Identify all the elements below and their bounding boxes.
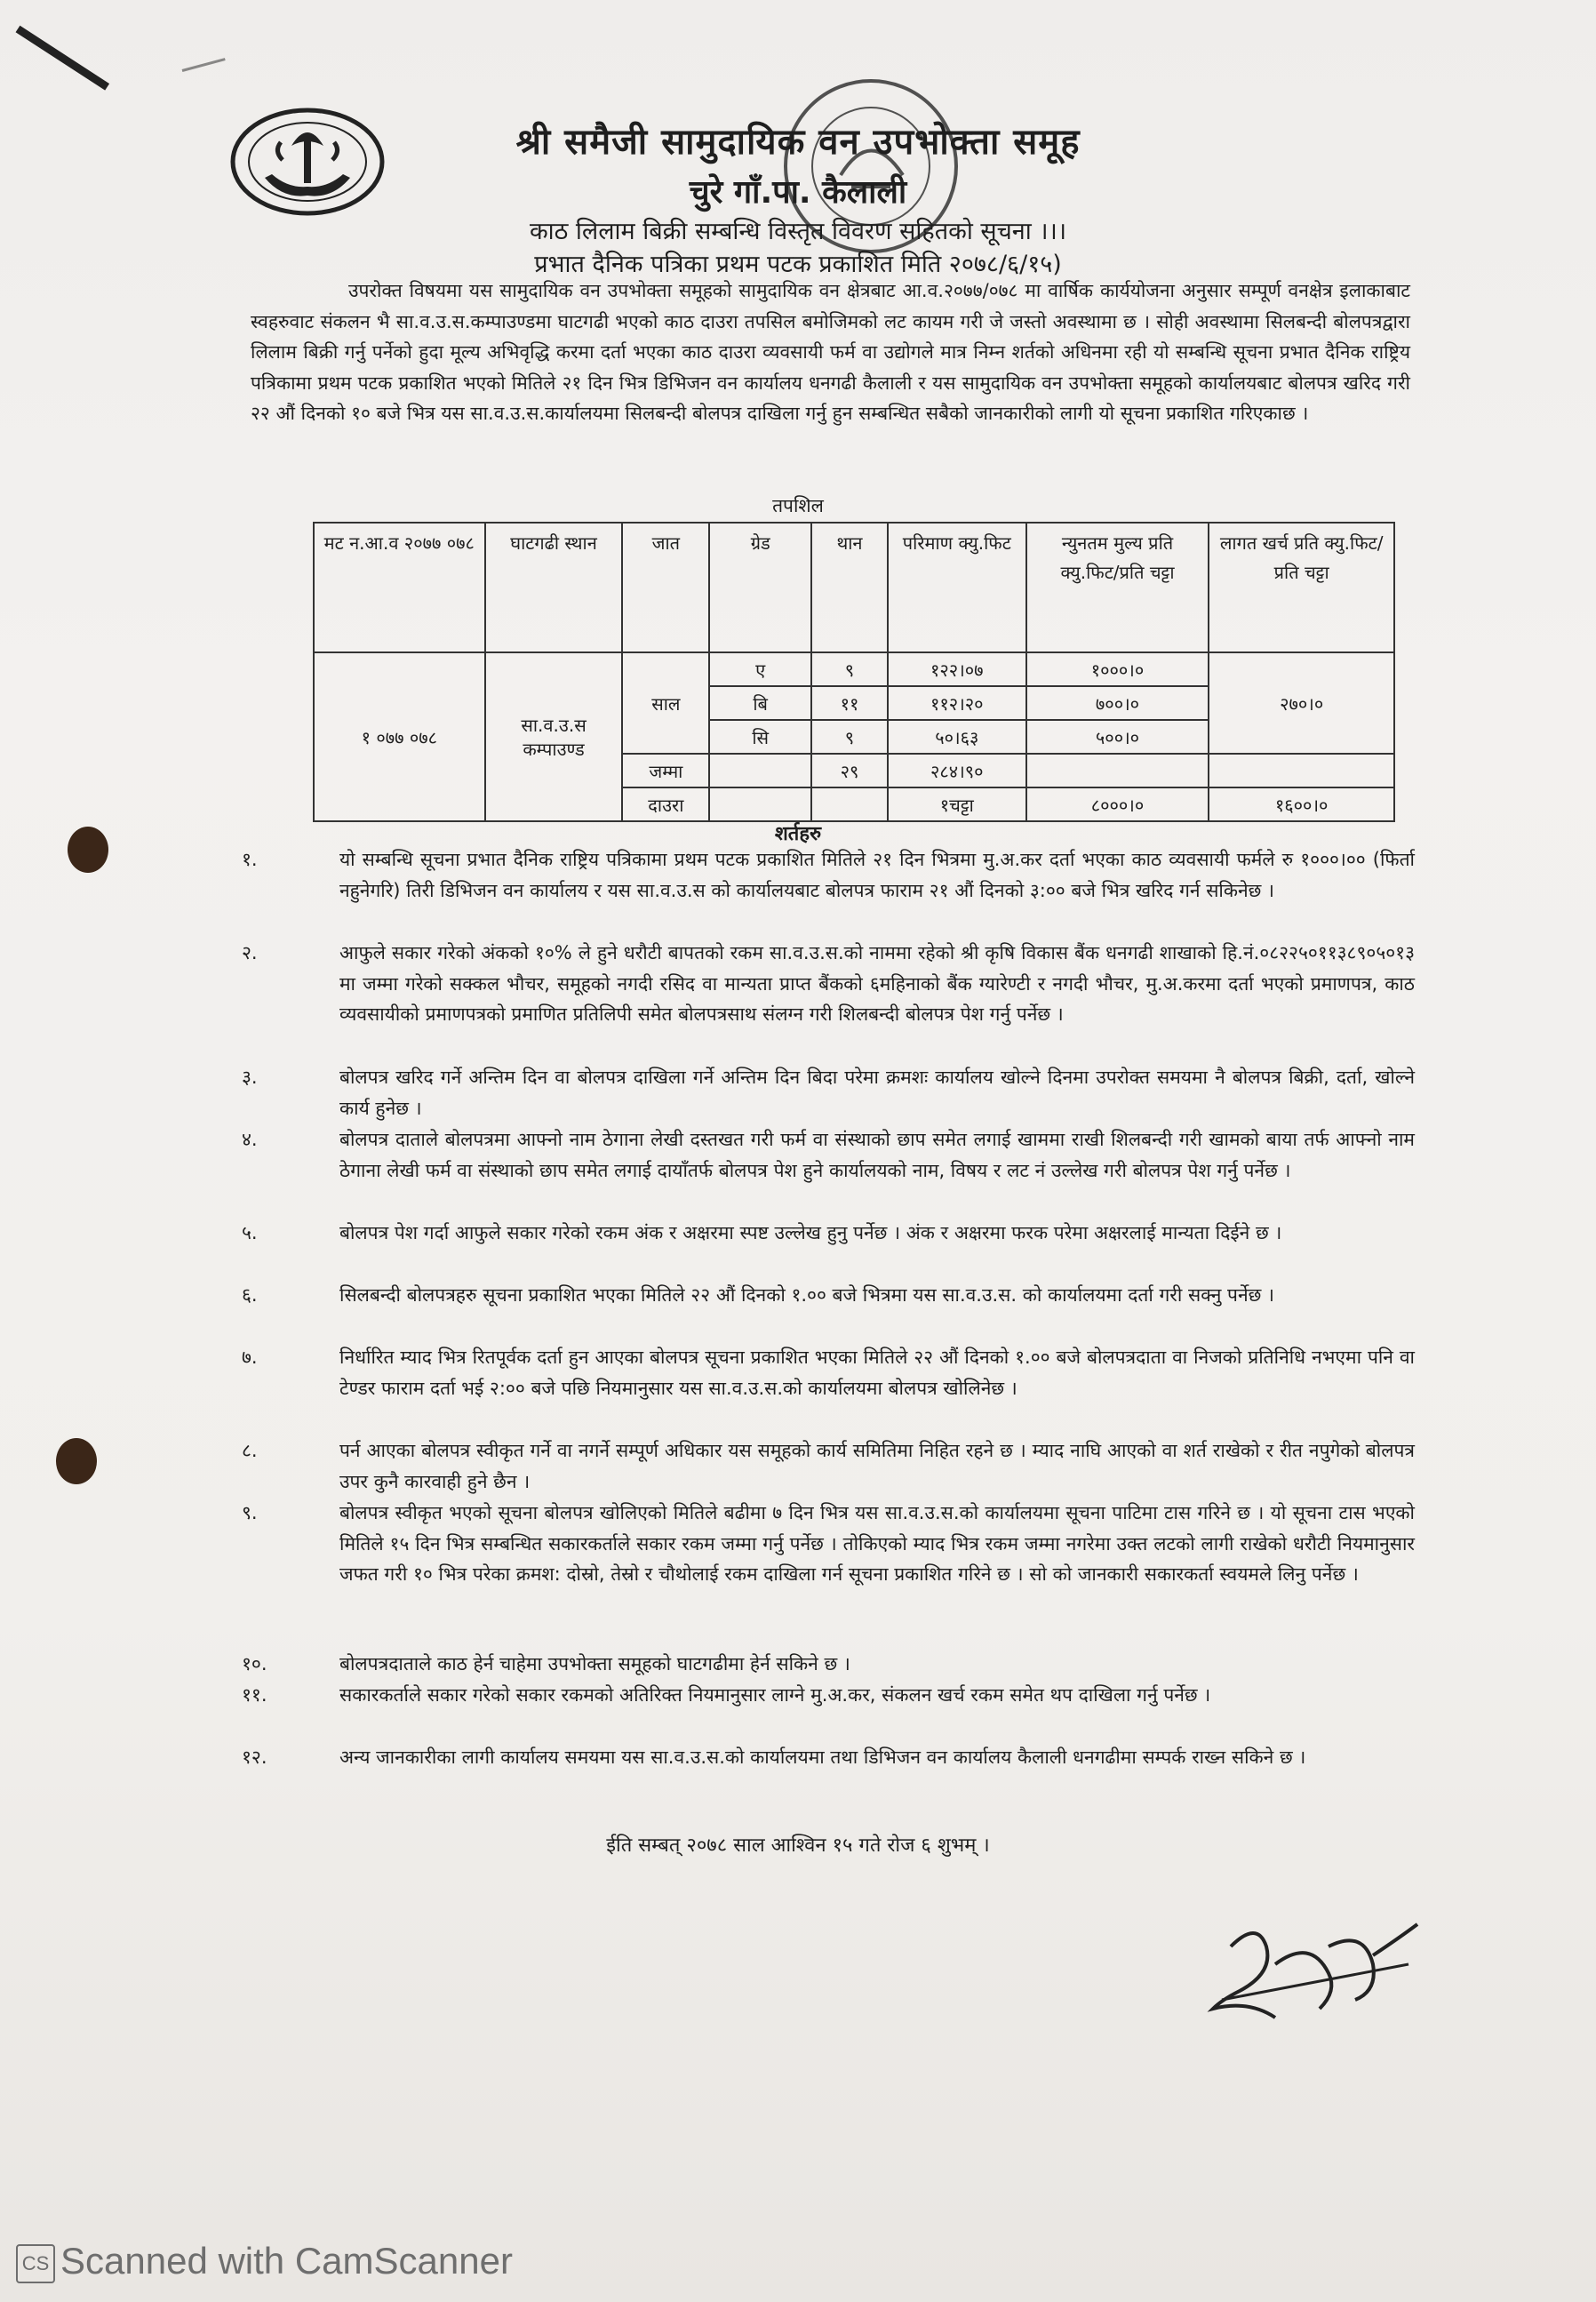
condition-item (242, 1218, 1415, 1249)
condition-item (242, 844, 1415, 906)
species-cell: साल (622, 652, 709, 754)
condition-item (242, 1498, 1415, 1590)
condition-text: बोलपत्र खरिद गर्ने अन्तिम दिन वा बोलपत्र दाखिला गर्ने अन्तिम दिन बिदा परेमा क्रमशः कार्यालय खोल्ने दिनमा उपरोक्त समयमा नै बोलपत्र बिक्री, दर्ता, खोल्ने कार्य हुनेछ । (339, 1067, 1415, 1119)
timber-lot-table (313, 522, 1395, 822)
min-price-cell: ७००।० (1026, 686, 1209, 720)
condition-item (242, 1280, 1415, 1311)
publication-line: प्रभात दैनिक पत्रिका प्रथम पटक प्रकाशित मिति २०७८/६/१५) (534, 251, 1062, 278)
firewood-volume-cell: १चट्टा (888, 787, 1026, 821)
volume-cell: १२२।०७ (888, 652, 1026, 686)
place-cell: सा.व.उ.स कम्पाउण्ड (485, 652, 623, 821)
lot-number-cell: १ ०७७ ०७८ (314, 652, 485, 821)
volume-cell: ११२।२० (888, 686, 1026, 720)
condition-number: ११. (242, 1684, 267, 1706)
total-count-cell: २९ (811, 754, 888, 787)
condition-number: ५. (242, 1222, 258, 1243)
condition-item (242, 1124, 1415, 1186)
condition-item (242, 938, 1415, 1030)
firewood-min-price-cell: ८०००।० (1026, 787, 1209, 821)
empty-cell (709, 787, 811, 821)
condition-item (242, 1435, 1415, 1497)
scan-edge-mark (16, 26, 110, 91)
condition-number: ४. (242, 1129, 258, 1150)
count-cell: ९ (811, 652, 888, 686)
col-header-lot: मट न.आ.व २०७७ ०७८ (314, 523, 485, 652)
grade-cell: ए (709, 652, 811, 686)
notice-heading: काठ लिलाम बिक्री सम्बन्धि विस्तृत विवरण सहितको सूचना ।।। (529, 218, 1067, 245)
count-cell: ११ (811, 686, 888, 720)
condition-text: सिलबन्दी बोलपत्रहरु सूचना प्रकाशित भएका मितिले २२ औं दिनको १.०० बजे भित्रमा यस सा.व.उ.स. को कार्यालयमा दर्ता गरी सक्नु पर्नेछ । (339, 1284, 1274, 1306)
condition-text: बोलपत्रदाताले काठ हेर्न चाहेमा उपभोक्ता समूहको घाटगढीमा हेर्न सकिने छ । (339, 1653, 850, 1675)
intro-paragraph: उपरोक्त विषयमा यस सामुदायिक वन उपभोक्ता समूहको सामुदायिक वन क्षेत्रबाट आ.व.२०७७/०७८ मा वार्षिक कार्ययोजना अनुसार सम्पूर्ण वनक्षेत्र इलाकाबाट स्वहरुवाट संकलन भै सा.व.उ.स.कम्पाउण्डमा घाटगढी भएको काठ दाउरा तपसिल बमोजिमको लट कायम गरी जे जस्तो अवस्थामा छ । सोही अवस्थामा सिलबन्दी बोलपत्रद्वारा लिलाम बिक्री गर्नु पर्नेको हुदा मूल्य अभिवृद्धि करमा दर्ता भएका काठ दाउरा व्यवसायी फर्म वा उद्योगले मात्र निम्न शर्तको अधिनमा रही यो सम्बन्धि सूचना प्रभात दैनिक राष्ट्रिय पत्रिकामा प्रथम पटक प्रकाशित भएको मितिले २१ दिन भित्र डिभिजन वन कार्यालय धनगढी कैलाली र यस सामुदायिक वन उपभोक्ता समूहको कार्यालयबाट बोलपत्र खरिद गरी २२ औं दिनको १० बजे भित्र यस सा.व.उ.स.कार्यालयमा सिलबन्दी बोलपत्र दाखिला गर्नु हुन सम्बन्धित सबैको जानकारीको लागी यो सूचना प्रकाशित गरिएकाछ । (251, 280, 1410, 424)
condition-item (242, 1742, 1415, 1773)
volume-cell: ५०।६३ (888, 720, 1026, 754)
condition-number: १०. (242, 1653, 267, 1675)
group-title: श्री समैजी सामुदायिक वन उपभोक्ता समूह (515, 122, 1081, 163)
empty-cell (709, 754, 811, 787)
condition-number: १२. (242, 1746, 267, 1768)
firewood-label-cell: दाउरा (622, 787, 709, 821)
table-header-row (314, 523, 1394, 652)
condition-text: सकारकर्ताले सकार गरेको सकार रकमको अतिरिक्त नियमानुसार लाग्ने मु.अ.कर, संकलन खर्च रकम समेत थप दाखिला गर्नु पर्नेछ । (339, 1684, 1211, 1706)
empty-cell (811, 787, 888, 821)
condition-text: बोलपत्र स्वीकृत भएको सूचना बोलपत्र खोलिएको मितिले बढीमा ७ दिन भित्र यस सा.व.उ.स.को कार्यालयमा सूचना पाटिमा टास गरिने छ । यो सूचना टास भएको मितिले १५ दिन भित्र सम्बन्धित सकारकर्ताले सकार रकम जम्मा गर्नु पर्नेछ । तोकिएको म्याद भित्र रकम जम्मा नगरेमा उक्त लटको लागी राखेको धरौटी नियमानुसार जफत गरी १० भित्र परेका क्रमश: दोस्रो, तेस्रो र चौथोलाई रकम दाखिला गर्न सूचना प्रकाशित गरिने छ । सो को जानकारी सकारकर्ता स्वयमले लिनु पर्नेछ । (339, 1502, 1415, 1585)
camscanner-watermark (16, 2240, 513, 2290)
col-header-cost: लागत खर्च प्रति क्यु.फिट/प्रति चट्टा (1209, 523, 1394, 652)
firewood-cost-cell: १६००।० (1209, 787, 1394, 821)
condition-text: निर्धारित म्याद भित्र रितपूर्वक दर्ता हुन आएका बोलपत्र सूचना प्रकाशित भएका मितिले २२ औं दिनको १.०० बजे बोलपत्रदाता वा निजको प्रतिनिधि नभएमा पनि वा टेण्डर फाराम दर्ता भई २:०० बजे पछि नियमानुसार यस सा.व.उ.स.को कार्यालयमा बोलपत्र खोलिनेछ । (339, 1347, 1415, 1399)
condition-number: ७. (242, 1347, 258, 1368)
condition-item (242, 1342, 1415, 1403)
condition-number: ८. (242, 1440, 258, 1461)
table-caption: तपशिल (772, 495, 824, 516)
punch-hole (56, 1438, 97, 1484)
condition-text: बोलपत्र पेश गर्दा आफुले सकार गरेको रकम अंक र अक्षरमा स्पष्ट उल्लेख हुनु पर्नेछ । अंक र अक्षरमा फरक परेमा अक्षरलाई मान्यता दिईने छ । (339, 1222, 1282, 1243)
condition-item (242, 1062, 1415, 1123)
min-price-cell: ५००।० (1026, 720, 1209, 754)
cost-cell: २७०।० (1209, 652, 1394, 754)
closing-line: ईति सम्बत् २०७८ साल आश्विन १५ गते रोज ६ शुभम् । (606, 1834, 990, 1857)
total-label-cell: जम्मा (622, 754, 709, 787)
col-header-species: जात (622, 523, 709, 652)
col-header-grade: ग्रेड (709, 523, 811, 652)
condition-number: २. (242, 942, 258, 963)
conditions-heading: शर्तहरु (774, 823, 822, 845)
col-header-min-price: न्युनतम मुल्य प्रति क्यु.फिट/प्रति चट्टा (1026, 523, 1209, 652)
grade-cell: सि (709, 720, 811, 754)
condition-item (242, 1649, 1415, 1680)
empty-cell (1209, 754, 1394, 787)
watermark-text: Scanned with CamScanner (60, 2240, 513, 2282)
condition-number: ९. (242, 1502, 258, 1523)
condition-number: ३. (242, 1067, 258, 1088)
condition-number: १. (242, 849, 258, 870)
count-cell: ९ (811, 720, 888, 754)
scan-edge-mark (182, 58, 226, 72)
condition-text: पर्न आएका बोलपत्र स्वीकृत गर्ने वा नगर्ने सम्पूर्ण अधिकार यस समूहको कार्य समितिमा निहित रहने छ । म्याद नाघि आएको वा शर्त राखेको र रीत नपुगेको बोलपत्र उपर कुनै कारवाही हुने छैन । (339, 1440, 1415, 1492)
group-subtitle: चुरे गाँ.पा. कैलाली (689, 174, 907, 211)
empty-cell (1026, 754, 1209, 787)
min-price-cell: १०००।० (1026, 652, 1209, 686)
grade-cell: बि (709, 686, 811, 720)
condition-text: आफुले सकार गरेको अंकको १०% ले हुने धरौटी बापतको रकम सा.व.उ.स.को नाममा रहेको श्री कृषि विकास बैंक धनगढी शाखाको हि.नं.०८२२५०११३८९०५०१३ मा जम्मा गरेको सक्कल भौचर, समूहको नगदी रसिद वा मान्यता प्राप्त बैंकको ६महिनाको बैंक ग्यारेण्टी र नगदी भौचर, मु.अ.करमा दर्ता भएको प्रमाणपत्र, काठ व्यवसायीको प्रमाणपत्रको प्रमाणित प्रतिलिपी समेत बोलपत्रसाथ संलग्न गरी शिलबन्दी बोलपत्र पेश गर्नु पर्नेछ । (339, 942, 1415, 1025)
total-volume-cell: २८४।९० (888, 754, 1026, 787)
col-header-place: घाटगढी स्थान (485, 523, 623, 652)
col-header-volume: परिमाण क्यु.फिट (888, 523, 1026, 652)
condition-text: बोलपत्र दाताले बोलपत्रमा आफ्नो नाम ठेगाना लेखी दस्तखत गरी फर्म वा संस्थाको छाप समेत लगाई खाममा राखी शिलबन्दी गरी खामको बाया तर्फ आफ्नो नाम ठेगाना लेखी फर्म वा संस्थाको छाप समेत लगाई दायाँतर्फ बोलपत्र पेश हुने कार्यालयको नाम, विषय र लट नं उल्लेख गरी बोलपत्र पेश गर्नु पर्नेछ । (339, 1129, 1415, 1181)
condition-number: ६. (242, 1284, 258, 1306)
handwritten-signature (1195, 1911, 1426, 2035)
col-header-count: थान (811, 523, 888, 652)
condition-item (242, 1680, 1415, 1711)
camscanner-logo-icon: CS (16, 2244, 55, 2283)
condition-text: यो सम्बन्धि सूचना प्रभात दैनिक राष्ट्रिय पत्रिकामा प्रथम पटक प्रकाशित मितिले २१ दिन भित्रमा मु.अ.कर दर्ता भएका काठ व्यवसायी फर्मले रु १०००।०० (फिर्ता नहुनेगरि) तिरी डिभिजन वन कार्यालय र यस सा.व.उ.स को कार्यालयबाट बोलपत्र फाराम २१ औं दिनको ३:०० बजे भित्र खरिद गर्न सकिनेछ । (339, 849, 1415, 901)
condition-text: अन्य जानकारीका लागी कार्यालय समयमा यस सा.व.उ.स.को कार्यालयमा तथा डिभिजन वन कार्यालय कैलाली धनगढीमा सम्पर्क राख्न सकिने छ । (339, 1746, 1306, 1768)
table-row (314, 652, 1394, 686)
